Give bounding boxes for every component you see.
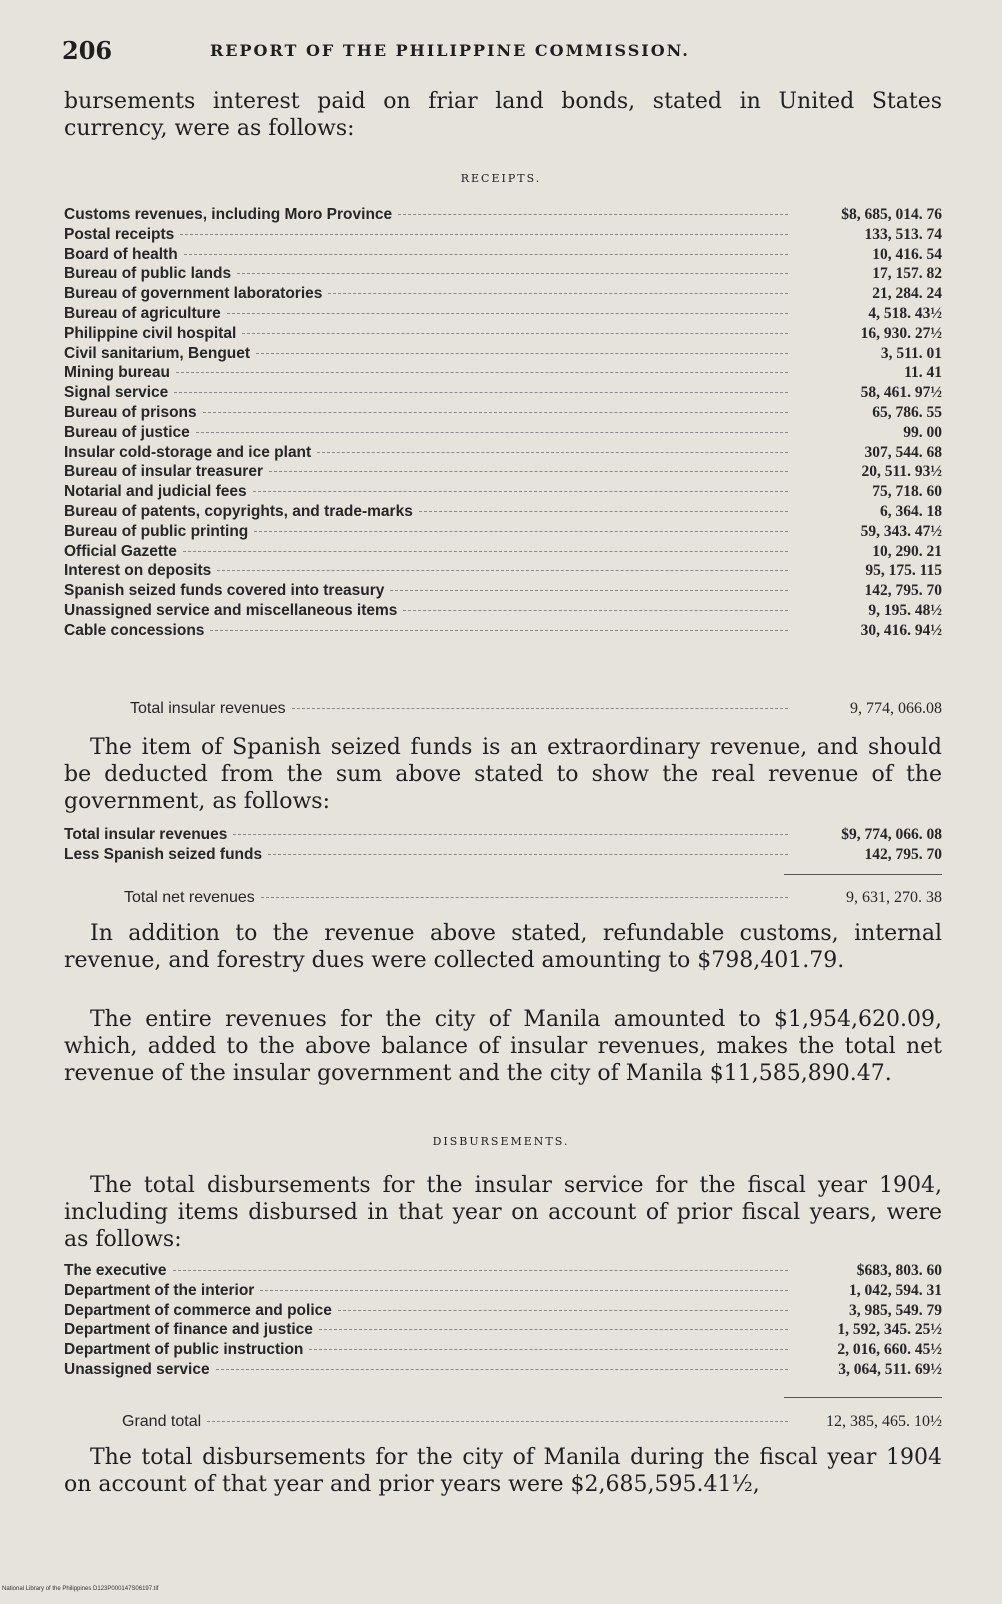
spanish-funds-text: The item of Spanish seized funds is an extraordinary revenue, and should be deducted from the sum above stated to show the real revenue of the government, as follows: <box>64 735 942 814</box>
leader-dots <box>217 570 788 571</box>
leader-dots <box>203 412 788 413</box>
row-label: Official Gazette <box>64 542 177 560</box>
row-amount: 9, 195. 48½ <box>868 601 942 619</box>
row-amount: 16, 930. 27½ <box>860 324 942 342</box>
row-label: Mining bureau <box>64 364 170 382</box>
row-label: Bureau of public lands <box>64 265 232 283</box>
disbursements-table <box>64 1262 942 1381</box>
leader-dots <box>269 471 788 472</box>
row-amount: $8, 685, 014. 76 <box>841 206 942 223</box>
net-total-row <box>124 889 942 907</box>
table-row <box>64 226 942 246</box>
row-label: Postal receipts <box>64 225 175 243</box>
row-label: Department of finance and justice <box>64 1321 313 1339</box>
row-label: Bureau of government laboratories <box>64 285 323 303</box>
row-label: Philippine civil hospital <box>64 324 237 342</box>
leader-dots <box>390 590 788 591</box>
row-label: Board of health <box>64 245 178 263</box>
table-row <box>64 1341 942 1361</box>
leader-dots <box>261 897 788 898</box>
row-amount: 1, 042, 594. 31 <box>849 1281 942 1299</box>
leader-dots <box>174 392 788 393</box>
leader-dots <box>242 333 788 334</box>
leader-dots <box>184 254 788 255</box>
grand-total-row <box>122 1413 942 1431</box>
row-label: Department of the interior <box>64 1281 255 1299</box>
table-row <box>64 602 942 622</box>
leader-dots <box>227 313 788 314</box>
leader-dots <box>210 630 788 631</box>
row-label: Department of commerce and police <box>64 1301 332 1319</box>
table-row <box>64 543 942 563</box>
closing-text: The total disbursements for the city of Manila during the fiscal year 1904 on account of that year and prior years were $2,685,595.41½, <box>64 1445 942 1497</box>
row-amount: 3, 064, 511. 69½ <box>838 1360 942 1378</box>
leader-dots <box>237 273 788 274</box>
net-revenue-table <box>64 826 942 866</box>
table-row <box>64 463 942 483</box>
table-row <box>64 1302 942 1322</box>
row-amount: 142, 795. 70 <box>864 582 942 600</box>
table-row <box>64 826 942 846</box>
table-row <box>64 1361 942 1381</box>
leader-dots <box>216 1369 788 1370</box>
row-label: Bureau of justice <box>64 423 190 441</box>
table-row <box>64 1282 942 1302</box>
row-amount: 20, 511. 93½ <box>861 463 942 481</box>
table-row <box>64 622 942 642</box>
receipts-table <box>64 206 942 642</box>
page-header <box>62 36 942 66</box>
table-row <box>64 523 942 543</box>
row-amount: 10, 416. 54 <box>872 245 942 263</box>
row-amount: 95, 175. 115 <box>865 562 942 580</box>
receipts-heading: RECEIPTS. <box>460 172 542 185</box>
table-row <box>64 305 942 325</box>
row-amount: 133, 513. 74 <box>864 225 942 243</box>
table-row <box>64 265 942 285</box>
row-label: Department of public instruction <box>64 1341 304 1359</box>
row-label: Insular cold-storage and ice plant <box>64 443 312 461</box>
receipts-total-row <box>130 700 942 718</box>
net-total-amount: 9, 631, 270. 38 <box>846 889 942 906</box>
row-amount: 6, 364. 18 <box>880 502 942 520</box>
disbursements-intro-text: The total disbursements for the insular service for the fiscal year 1904, including items disbursed in that year on account of prior fiscal years, were as follows: <box>64 1173 942 1252</box>
table-row <box>64 285 942 305</box>
row-label: Notarial and judicial fees <box>64 483 247 501</box>
row-amount: 17, 157. 82 <box>872 265 942 283</box>
row-amount: 11. 41 <box>904 364 942 382</box>
row-amount: 99. 00 <box>903 423 942 441</box>
row-amount: 59, 343. 47½ <box>860 522 942 540</box>
row-amount: 1, 592, 345. 25½ <box>837 1321 942 1339</box>
row-amount: 58, 461. 97½ <box>860 384 942 402</box>
additional-revenue-text: In addition to the revenue above stated, refundable customs, internal revenue, and forestry dues were collected amounting to $798,401.79. <box>64 921 942 973</box>
disbursements-heading: DISBURSEMENTS. <box>432 1135 570 1148</box>
table-row <box>64 364 942 384</box>
row-label: Bureau of prisons <box>64 403 197 421</box>
sum-rule <box>784 1397 942 1398</box>
row-label: Bureau of insular treasurer <box>64 463 263 481</box>
additional-revenue-paragraph <box>64 920 942 974</box>
row-label: Total insular revenues <box>64 826 228 843</box>
leader-dots <box>403 610 788 611</box>
table-row <box>64 503 942 523</box>
leader-dots <box>183 551 788 552</box>
row-label: The executive <box>64 1262 167 1279</box>
grand-total-amount: 12, 385, 465. 10½ <box>826 1413 942 1430</box>
intro-paragraph: bursements interest paid on friar land bonds, stated in United States currency, were as follows: <box>64 89 942 141</box>
row-label: Spanish seized funds covered into treasury <box>64 582 385 600</box>
manila-revenue-paragraph <box>64 1006 942 1087</box>
row-amount: 21, 284. 24 <box>872 285 942 303</box>
leader-dots <box>233 834 788 835</box>
page-number: 206 <box>62 36 113 65</box>
table-row <box>64 384 942 404</box>
row-amount: 3, 511. 01 <box>880 344 942 362</box>
table-row <box>64 444 942 464</box>
leader-dots <box>196 432 788 433</box>
row-amount: 30, 416. 94½ <box>860 621 942 639</box>
row-amount: 307, 544. 68 <box>864 443 942 461</box>
leader-dots <box>254 531 788 532</box>
leader-dots <box>338 1310 788 1311</box>
row-label: Interest on deposits <box>64 562 212 580</box>
leader-dots <box>317 452 788 453</box>
row-label: Less Spanish seized funds <box>64 845 263 863</box>
leader-dots <box>253 491 788 492</box>
net-total-label: Total net revenues <box>124 889 255 906</box>
leader-dots <box>419 511 788 512</box>
running-title: REPORT OF THE PHILIPPINE COMMISSION. <box>210 41 690 60</box>
table-row <box>64 1262 942 1282</box>
table-row <box>64 345 942 365</box>
row-label: Bureau of public printing <box>64 522 249 540</box>
row-amount: 4, 518. 43½ <box>868 304 942 322</box>
leader-dots <box>292 708 788 709</box>
row-amount: 3, 985, 549. 79 <box>849 1301 942 1319</box>
grand-total-label: Grand total <box>122 1413 202 1430</box>
table-row <box>64 1321 942 1341</box>
row-label: Signal service <box>64 384 169 402</box>
closing-paragraph <box>64 1444 942 1498</box>
row-label: Unassigned service <box>64 1360 210 1378</box>
table-row <box>64 846 942 866</box>
leader-dots <box>398 214 788 215</box>
spanish-funds-paragraph <box>64 734 942 815</box>
archive-footer: National Library of the Philippines D123P000147S06197.tif <box>2 1586 159 1592</box>
leader-dots <box>309 1349 788 1350</box>
table-row <box>64 206 942 226</box>
receipts-total-label: Total insular revenues <box>130 700 286 717</box>
row-amount: 2, 016, 660. 45½ <box>837 1341 942 1359</box>
table-row <box>64 325 942 345</box>
table-row <box>64 246 942 266</box>
receipts-total-amount: 9, 774, 066.08 <box>850 700 942 717</box>
leader-dots <box>319 1329 788 1330</box>
table-row <box>64 562 942 582</box>
sum-rule <box>784 874 942 875</box>
row-label: Cable concessions <box>64 621 205 639</box>
leader-dots <box>180 234 788 235</box>
leader-dots <box>207 1421 788 1422</box>
row-label: Civil sanitarium, Benguet <box>64 344 251 362</box>
leader-dots <box>173 1270 788 1271</box>
row-amount: 65, 786. 55 <box>872 403 942 421</box>
row-amount: $9, 774, 066. 08 <box>841 826 942 843</box>
table-row <box>64 424 942 444</box>
row-amount: $683, 803. 60 <box>856 1262 942 1279</box>
row-label: Bureau of patents, copyrights, and trade-marks <box>64 502 413 520</box>
leader-dots <box>256 353 788 354</box>
row-label: Unassigned service and miscellaneous items <box>64 601 398 619</box>
leader-dots <box>176 372 788 373</box>
row-amount: 142, 795. 70 <box>864 845 942 863</box>
table-row <box>64 483 942 503</box>
row-label: Bureau of agriculture <box>64 304 221 322</box>
leader-dots <box>268 854 788 855</box>
table-row <box>64 404 942 424</box>
manila-revenue-text: The entire revenues for the city of Manila amounted to $1,954,620.09, which, added to the above balance of insular revenues, makes the total net revenue of the insular government and the city of Manila $11,585,890.47. <box>64 1007 942 1086</box>
disbursements-intro-paragraph <box>64 1172 942 1253</box>
row-label: Customs revenues, including Moro Province <box>64 206 393 223</box>
row-amount: 75, 718. 60 <box>872 483 942 501</box>
leader-dots <box>328 293 788 294</box>
row-amount: 10, 290. 21 <box>872 542 942 560</box>
table-row <box>64 582 942 602</box>
leader-dots <box>260 1290 788 1291</box>
